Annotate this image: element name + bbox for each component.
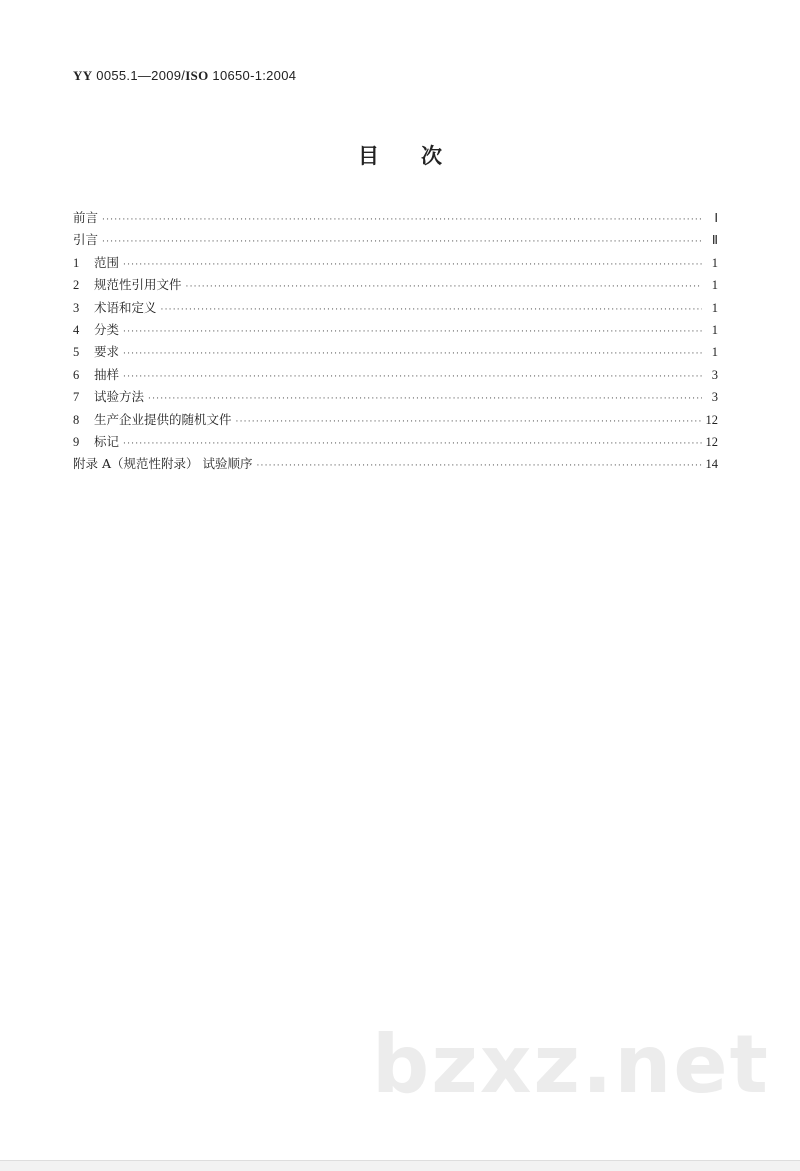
- toc-entry-page: 1: [711, 278, 718, 293]
- page-title: 目次: [358, 143, 484, 168]
- toc-entry-page: 1: [711, 255, 718, 270]
- toc-entry-page: 1: [711, 322, 718, 337]
- toc-leader-dots: [256, 455, 701, 477]
- toc-leader-dots: [102, 209, 702, 231]
- toc-entry[interactable]: [73, 297, 718, 319]
- iso-prefix: ISO: [185, 68, 209, 83]
- toc-entry-page: Ⅱ: [711, 233, 718, 248]
- toc-entry-number: 3: [73, 300, 80, 315]
- toc-entry-page: 3: [711, 390, 718, 405]
- toc-entry[interactable]: [73, 386, 718, 408]
- toc-leader-dots: [148, 388, 702, 410]
- toc-entry[interactable]: [73, 453, 718, 475]
- toc-entry[interactable]: [73, 252, 718, 274]
- standard-number-header: [73, 68, 296, 84]
- toc-entry-number: 7: [73, 390, 80, 405]
- toc-entry-page: 12: [705, 434, 718, 449]
- table-of-contents: [73, 207, 718, 476]
- toc-entry-page: 3: [711, 367, 718, 382]
- toc-entry-number: 5: [73, 345, 80, 360]
- page-bottom-edge: [0, 1160, 800, 1171]
- toc-leader-dots: [236, 411, 702, 433]
- toc-entry-label: 试验方法: [94, 389, 145, 405]
- toc-leader-dots: [123, 433, 701, 455]
- toc-entry-number: 4: [73, 322, 80, 337]
- toc-leader-dots: [123, 321, 702, 343]
- toc-leader-dots: [161, 299, 702, 321]
- toc-leader-dots: [123, 343, 702, 365]
- toc-entry-number: 2: [73, 278, 80, 293]
- toc-entry-number: 8: [73, 412, 80, 427]
- toc-entry[interactable]: [73, 341, 718, 363]
- toc-entry-number: 6: [73, 367, 80, 382]
- toc-entry-page: 1: [711, 345, 718, 360]
- toc-entry-label: 抽样: [94, 366, 120, 382]
- yy-number: 0055.1—2009/: [92, 68, 186, 83]
- toc-entry[interactable]: [73, 319, 718, 341]
- toc-leader-dots: [123, 366, 702, 388]
- toc-entry-label: 术语和定义: [94, 299, 157, 315]
- toc-entry[interactable]: [73, 207, 718, 229]
- watermark: bzxz.net: [372, 1018, 770, 1111]
- toc-entry[interactable]: [73, 274, 718, 296]
- toc-leader-dots: [186, 276, 702, 298]
- toc-leader-dots: [123, 254, 702, 276]
- toc-entry-page: 1: [711, 300, 718, 315]
- toc-entry-label: 要求: [94, 344, 120, 360]
- toc-entry-label: 规范性引用文件: [94, 277, 182, 293]
- toc-entry-label: 前言: [73, 210, 99, 225]
- toc-entry[interactable]: [73, 409, 718, 431]
- toc-entry-label: 引言: [73, 232, 99, 248]
- toc-entry-number: 1: [73, 255, 80, 270]
- toc-entry-label: 范围: [94, 254, 120, 270]
- toc-entry-label: 附录 A（规范性附录） 试验顺序: [73, 456, 253, 472]
- toc-entry-label: 生产企业提供的随机文件: [94, 411, 232, 427]
- toc-entry-label: 标记: [94, 433, 120, 449]
- toc-entry-page: Ⅰ: [714, 211, 718, 225]
- toc-entry-page: 12: [705, 412, 718, 427]
- toc-leader-dots: [102, 231, 702, 253]
- toc-entry[interactable]: [73, 229, 718, 251]
- iso-number: 10650-1:2004: [208, 68, 297, 83]
- toc-entry-label: 分类: [94, 321, 120, 337]
- toc-entry[interactable]: [73, 431, 718, 453]
- yy-prefix: YY: [73, 68, 93, 83]
- toc-entry-number: 9: [73, 434, 80, 449]
- toc-entry[interactable]: [73, 364, 718, 386]
- toc-entry-page: 14: [705, 457, 718, 472]
